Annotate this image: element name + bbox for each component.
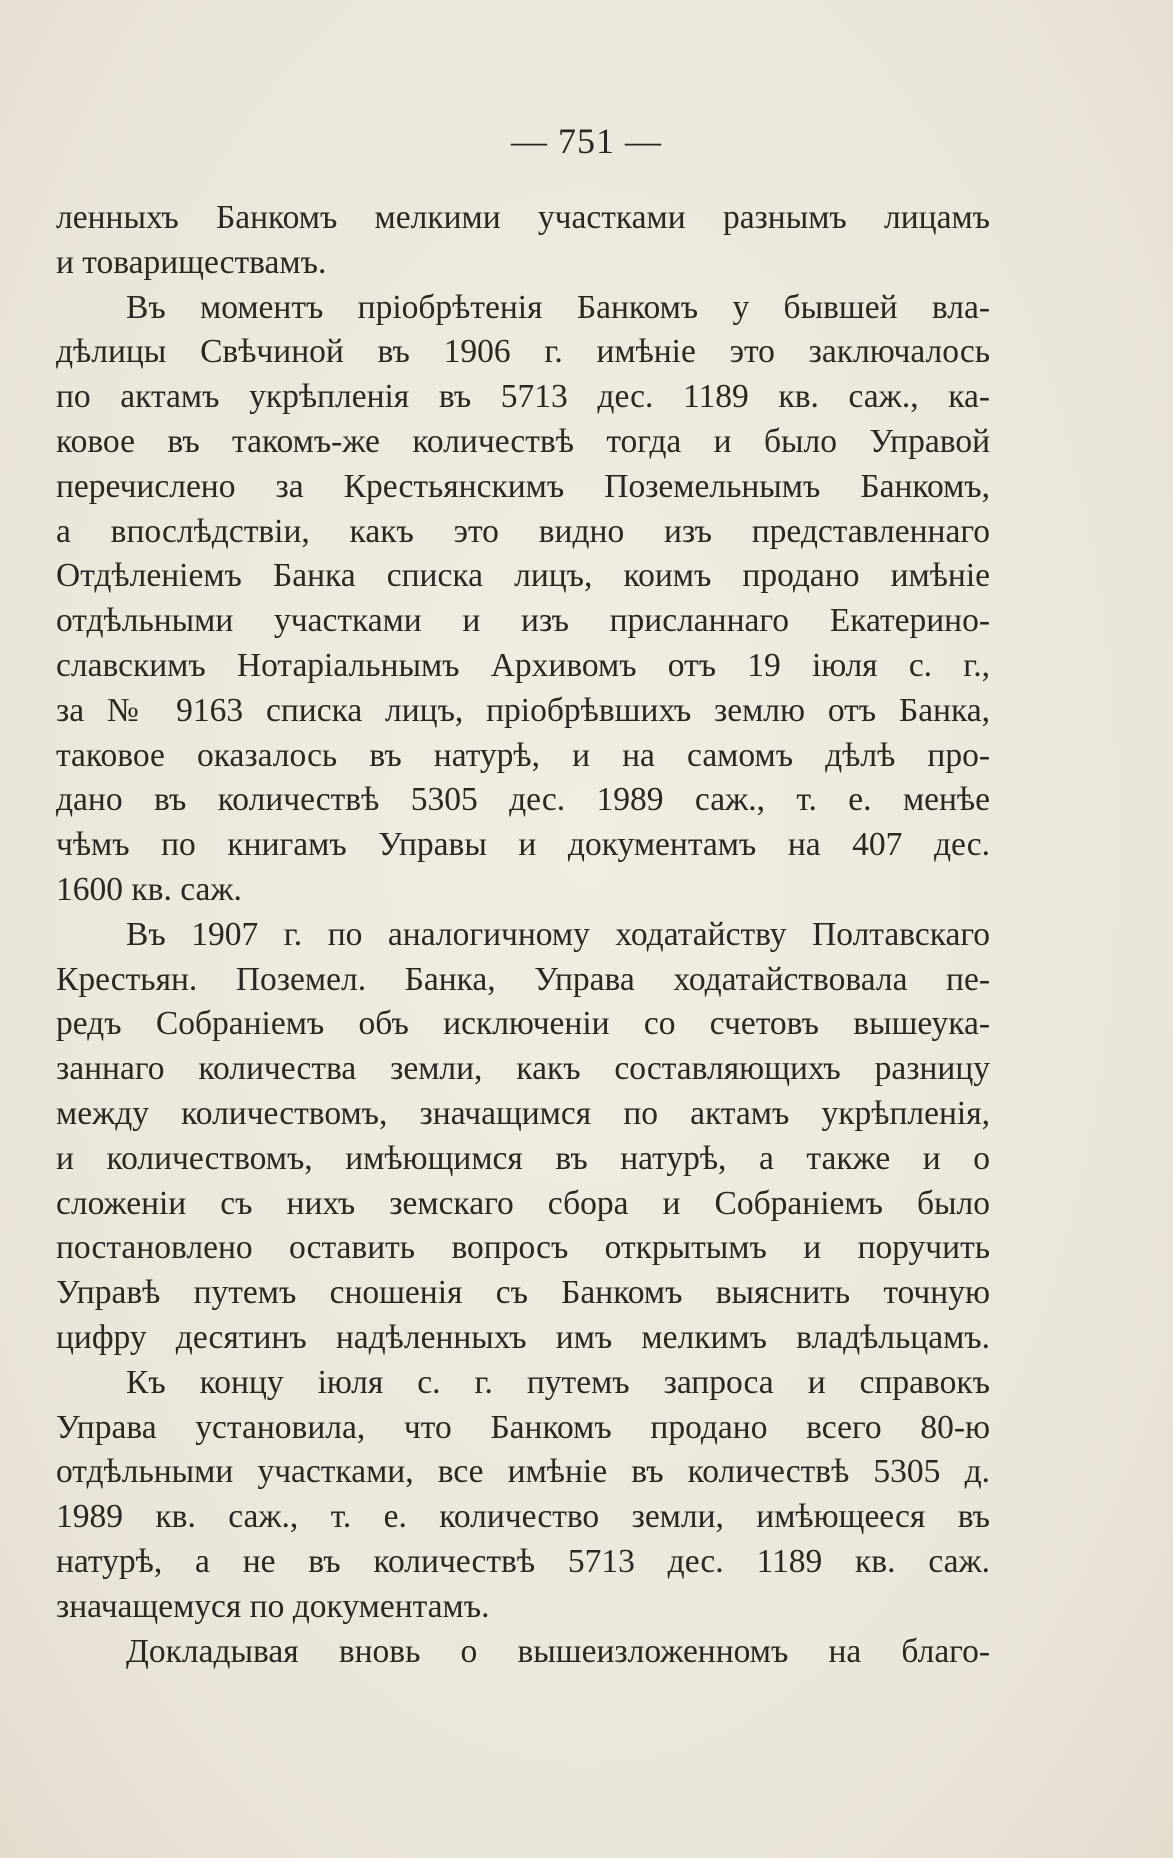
text-line: сложеніи съ нихъ земскаго сбора и Собраніемъ было [56,1184,990,1222]
text-line: между количествомъ, значащимся по актамъ укрѣпленія, [56,1094,990,1132]
text-line: и количествомъ, имѣющимся въ натурѣ, а также и о [56,1139,990,1177]
text-line: Въ 1907 г. по аналогичному ходатайству Полтавскаго [126,915,990,953]
text-line: заннаго количества земли, какъ составляющихъ разницу [56,1050,990,1088]
text-line: и товариществамъ. [56,243,327,281]
text-line: Управа установила, что Банкомъ продано всего 80-ю [56,1408,990,1446]
text-line: дѣлицы Свѣчиной въ 1906 г. имѣніе это заключалось [56,333,990,371]
text-line: постановлено оставить вопросъ открытымъ и поручить [56,1229,990,1267]
text-line: Отдѣленіемъ Банка списка лицъ, коимъ продано имѣніе [56,557,990,595]
text-line: натурѣ, а не въ количествѣ 5713 дес. 1189 кв. саж. [56,1542,990,1580]
text-line: отдѣльными участками и изъ присланнаго Екатерино- [56,602,990,640]
text-line: чѣмъ по книгамъ Управы и документамъ на 407 дес. [56,826,990,864]
text-line: значащемуся по документамъ. [56,1587,490,1625]
text-line: цифру десятинъ надѣленныхъ имъ мелкимъ владѣльцамъ. [56,1318,990,1356]
text-line: Докладывая вновь о вышеизложенномъ на благо- [126,1632,990,1670]
text-line: Управѣ путемъ сношенія съ Банкомъ выяснить точную [56,1274,990,1312]
text-line: Крестьян. Поземел. Банка, Управа ходатайствовала пе- [56,960,990,998]
text-line: перечислено за Крестьянскимъ Поземельнымъ Банкомъ, [56,467,990,505]
text-line: по актамъ укрѣпленія въ 5713 дес. 1189 кв. саж., ка- [56,378,990,416]
text-line: 1600 кв. саж. [56,870,242,908]
text-line: ленныхъ Банкомъ мелкими участками разнымъ лицамъ [56,199,990,236]
text-line: славскимъ Нотаріальнымъ Архивомъ отъ 19 іюля с. г., [56,646,990,684]
text-line: Къ концу іюля с. г. путемъ запроса и справокъ [126,1363,990,1401]
body-text [56,196,990,1674]
text-line: 1989 кв. саж., т. е. количество земли, имѣющееся въ [56,1498,990,1536]
text-line: а впослѣдствіи, какъ это видно изъ представленнаго [56,512,990,550]
text-line: таковое оказалось въ натурѣ, и на самомъ дѣлѣ про- [56,736,990,774]
text-line: за № 9163 списка лицъ, пріобрѣвшихъ землю отъ Банка, [56,691,990,729]
text-line: Въ моментъ пріобрѣтенія Банкомъ у бывшей вла- [126,288,990,326]
page-number: — 751 — [511,121,662,161]
text-line: отдѣльными участками, все имѣніе въ количествѣ 5305 д. [56,1453,990,1491]
text-line: дано въ количествѣ 5305 дес. 1989 саж., т. е. менѣе [56,781,990,819]
text-line: ковое въ такомъ-же количествѣ тогда и было Управой [56,422,990,460]
text-line: редъ Собраніемъ объ исключеніи со счетовъ вышеука- [56,1005,990,1043]
